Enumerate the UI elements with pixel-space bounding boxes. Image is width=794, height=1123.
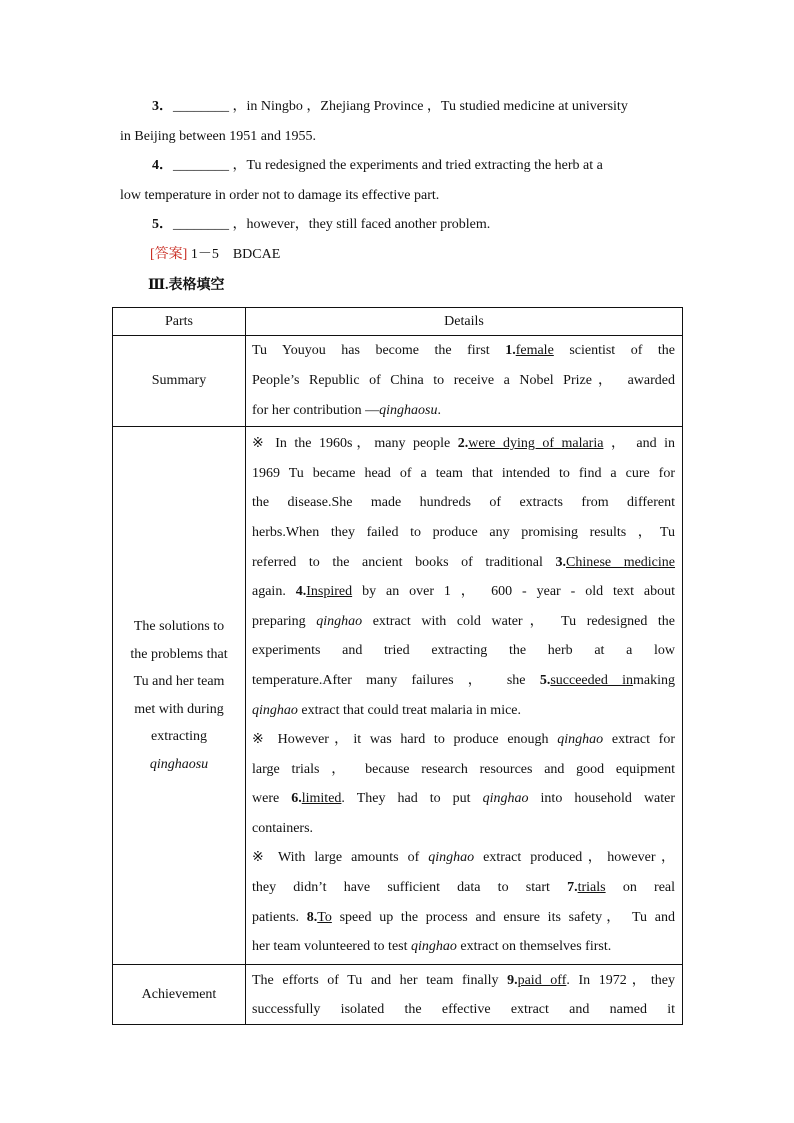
detail-line	[252, 932, 675, 962]
text-segment: .	[437, 403, 441, 418]
detail-line	[252, 784, 675, 814]
blank-answer: To	[317, 909, 332, 925]
detail-line	[252, 577, 675, 607]
achievement-details	[246, 965, 683, 1025]
question-4	[152, 156, 603, 176]
text-segment: scientist of the	[569, 343, 675, 358]
text-segment: extract with cold water， Tu redesigned the	[372, 613, 676, 629]
text-segment: . In 1972，they	[566, 972, 675, 988]
detail-line: containers.	[252, 820, 314, 836]
solutions-details	[246, 427, 683, 965]
answer-blank: ________	[173, 99, 229, 114]
detail-line	[252, 666, 675, 696]
summary-details	[246, 336, 683, 427]
text-segment: . They had to put	[341, 791, 471, 807]
text-segment: speed up the process and ensure its safety， Tu and	[339, 909, 675, 925]
blank-number: 6.	[291, 791, 302, 807]
text-segment: qinghao	[428, 850, 475, 866]
detail-line: People’s Republic of China to receive a Nobel Prize， awarded	[252, 373, 675, 388]
label-line: extracting	[151, 729, 207, 744]
text-segment: extract produced，however，	[483, 850, 675, 866]
text-segment: ， and in	[610, 436, 676, 452]
detail-line: large trials ， because research resources and good equipment	[252, 761, 675, 777]
detail-line: experiments and tried extracting the herb at a low	[252, 643, 675, 659]
header-details: Details	[246, 308, 683, 336]
blank-answer: succeeded in	[550, 672, 633, 688]
text-segment: qinghao	[557, 732, 604, 748]
text-segment: again.	[252, 584, 286, 600]
detail-line	[252, 396, 675, 426]
text-segment: on real	[622, 880, 676, 896]
blank-number: 2.	[457, 436, 469, 452]
detail-line: herbs.When they failed to produce any promising results ，Tu	[252, 524, 675, 540]
text-segment: by an over 1 ， 600 - year - old text about	[362, 584, 676, 600]
blank-answer: limited	[301, 791, 342, 807]
text-segment: referred to the ancient books of traditional	[252, 554, 543, 570]
row-label-summary: Summary	[113, 336, 246, 427]
question-number: 4．	[152, 158, 173, 173]
question-4-continued: low temperature in order not to damage its effective part.	[120, 188, 440, 203]
blank-answer: paid off	[517, 972, 567, 988]
label-line: qinghaosu	[149, 756, 209, 772]
question-number: 5．	[152, 217, 173, 232]
detail-line	[252, 966, 675, 995]
table-header-row	[113, 308, 683, 336]
question-text: ，however，they still faced another problem.	[232, 217, 491, 232]
text-segment: making	[633, 672, 675, 688]
detail-line: the disease.She made hundreds of extracts from different	[252, 495, 675, 511]
text-segment: qinghaosu	[379, 403, 438, 418]
blank-number: 4.	[295, 584, 307, 600]
blank-answer: female	[515, 343, 554, 358]
question-5	[152, 215, 490, 235]
detail-line	[252, 336, 675, 366]
text-segment: into household water	[540, 791, 676, 807]
table-row-achievement	[113, 965, 683, 1025]
blank-number: 7.	[567, 880, 578, 896]
text-segment: extract that could treat malaria in mice.	[301, 702, 522, 718]
text-segment: extract for	[611, 732, 676, 748]
row-label-achievement: Achievement	[113, 965, 246, 1025]
blank-number: 5.	[539, 672, 551, 688]
text-segment: for her contribution —	[252, 403, 380, 418]
text-segment: qinghao	[411, 939, 457, 955]
fill-in-table	[112, 307, 683, 1025]
answer-label: [答案]	[150, 247, 188, 262]
text-segment: ※ With large amounts of	[252, 850, 420, 866]
detail-line: 1969 Tu became head of a team that intended to find a cure for	[252, 465, 675, 481]
header-parts: Parts	[113, 308, 246, 336]
detail-line	[252, 548, 675, 578]
blank-answer: Inspired	[306, 584, 353, 600]
question-text: ，in Ningbo ，Zhejiang Province ，Tu studied medicine at university	[232, 99, 628, 114]
detail-line	[252, 843, 675, 873]
label-line: met with during	[134, 701, 224, 717]
blank-answer: Chinese medicine	[566, 554, 676, 570]
text-segment: qinghao	[316, 613, 363, 629]
row-label-solutions	[113, 427, 246, 965]
question-3	[152, 97, 628, 117]
question-text: ，Tu redesigned the experiments and tried extracting the herb at a	[232, 158, 603, 173]
table-row-summary	[113, 336, 683, 427]
blank-number: 1.	[505, 343, 516, 358]
text-segment: extract on themselves first.	[460, 939, 612, 955]
label-line: the problems that	[130, 646, 228, 662]
label-line: The solutions to	[133, 619, 225, 634]
section-heading: Ⅲ.表格填空	[148, 278, 225, 293]
text-segment: patients.	[252, 909, 300, 925]
table-row-solutions	[113, 427, 683, 965]
answer-blank: ________	[173, 158, 229, 173]
text-segment: were	[252, 791, 280, 807]
blank-number: 3.	[555, 554, 566, 570]
detail-line	[252, 903, 675, 933]
detail-line: successfully isolated the effective extract and named it	[252, 1001, 675, 1017]
text-segment: qinghao	[482, 791, 529, 807]
blank-number: 9.	[507, 972, 518, 988]
blank-number: 8.	[306, 909, 318, 925]
text-segment: The efforts of Tu and her team finally	[252, 972, 499, 988]
detail-line	[252, 429, 675, 459]
detail-line	[252, 696, 675, 726]
text-segment: qinghao	[252, 702, 298, 718]
detail-line	[252, 873, 675, 903]
answer-text: 1－5 BDCAE	[190, 247, 281, 262]
blank-answer: were dying of malaria	[468, 436, 604, 452]
text-segment: temperature.After many failures ， she	[252, 672, 526, 688]
detail-line	[252, 607, 675, 637]
answer-blank: ________	[173, 217, 229, 232]
text-segment: Tu Youyou has become the first	[252, 343, 490, 358]
text-segment: ※ However，it was hard to produce enough	[252, 732, 549, 748]
detail-line	[252, 725, 675, 755]
label-line: Tu and her team	[133, 674, 225, 689]
question-number: 3．	[152, 99, 173, 114]
question-3-continued: in Beijing between 1951 and 1955.	[120, 129, 316, 144]
text-segment: they didn’t have sufficient data to start	[252, 880, 550, 896]
answer-line	[150, 245, 280, 265]
text-segment: ※ In the 1960s，many people	[252, 436, 451, 452]
text-segment: her team volunteered to test	[252, 939, 408, 955]
text-segment: preparing	[252, 613, 306, 629]
blank-answer: trials	[577, 880, 606, 896]
